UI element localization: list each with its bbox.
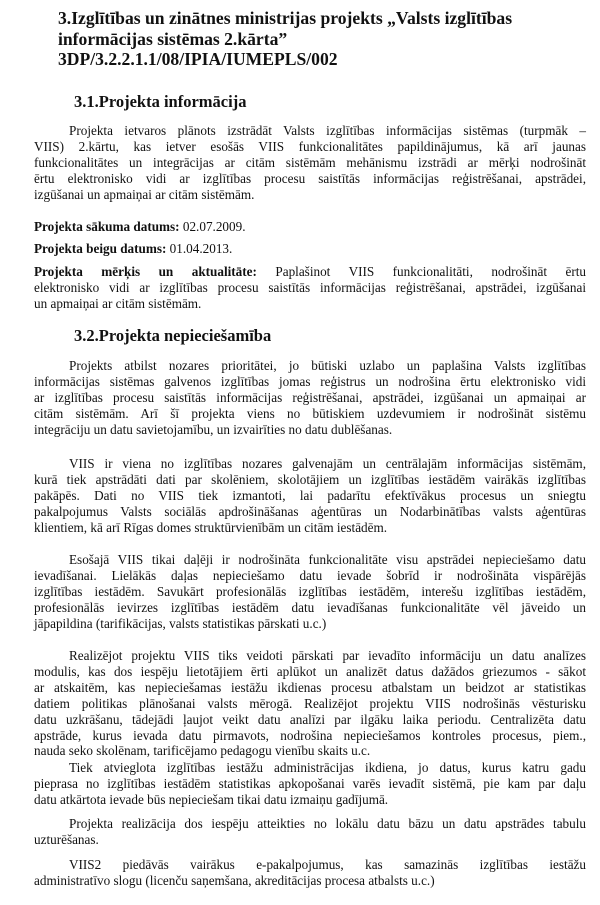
end-date-label: Projekta beigu datums: <box>34 241 167 256</box>
text-line: modulis, kas dos iespēju lietotājiem ērti aplūkot un analizēt datus dažādos griezumos - sākot <box>34 663 586 679</box>
text-line: Projekta ietvaros plānots izstrādāt Valsts izglītības informācijas sistēmas (turpmāk – <box>69 123 586 138</box>
end-date-value: 01.04.2013. <box>166 241 233 256</box>
need-paragraph-5 <box>34 760 586 808</box>
need-paragraph-2 <box>34 456 586 536</box>
text-line: datu atkārtota ievade būs nepieciešam tikai datu izmaiņu gadījumā. <box>34 791 389 807</box>
start-date-label: Projekta sākuma datums: <box>34 219 180 234</box>
need-paragraph-4 <box>34 648 586 759</box>
text-line: jāpapildina (tarifikācijas, valsts statistikas pārskati u.c.) <box>34 615 327 631</box>
text-line: profesionālās ievirzes izglītības iestādēm datu ievadīšanas funkcionalitāte vēl jāveido un <box>34 599 586 615</box>
text-line: citām sistēmām. Arī šī projekta viens no būtiskiem uzdevumiem ir nodrošināt sistēmu <box>34 405 586 421</box>
text-line: ar izglītības procesu saistītās informācijas reģistrēšanai, apstrādei, izgūšanai un apmaiņai ar <box>34 389 586 405</box>
text-line: pieprasa no izglītības iestādēm statistikas apkopošanai varēs ievadīt sistēmā, pie kam par daļu <box>34 775 586 791</box>
document-title <box>58 8 588 70</box>
text-line: ievadīšanai. Lielākās daļas nepieciešamo datu ievade šobrīd ir nodrošināta vispārējās <box>34 567 586 583</box>
text-line: izgūšanai un apmaiņai ar citām sistēmām. <box>34 186 255 202</box>
project-end-date <box>34 241 232 257</box>
text-line: Projekta realizācija dos iespēju atteikties no lokālu datu bāzu un datu apstrādes tabulu <box>69 816 586 831</box>
text-line: kurā tiek apstrādāti dati par skolēniem, skolotājiem un izglītības iestādēm vairākās izglītības <box>34 471 586 487</box>
text-line: uzturēšanas. <box>34 831 99 847</box>
text-line: un apmaiņai ar citām sistēmām. <box>34 295 202 311</box>
section-heading-project-need: 3.2.Projekta nepieciešamība <box>74 326 272 345</box>
text-line <box>34 264 586 280</box>
text-line: pakalpojumus Valsts sociālās apdrošināšanas aģentūras un Nodarbinātības valsts aģentūras <box>34 503 586 519</box>
title-line-2: informācijas sistēmas 2.kārta” <box>58 28 288 49</box>
text-line: datiem politikas plānošanai valsts mērogā. Realizējot projektu VIIS nodrošinās vēsturisku <box>34 695 586 711</box>
need-paragraph-3 <box>34 552 586 632</box>
project-start-date <box>34 219 246 235</box>
need-paragraph-7 <box>34 857 586 889</box>
text-line: Projekts atbilst nozares prioritātei, jo būtiski uzlabo un paplašina Valsts izglītības <box>69 358 586 373</box>
text-line: funkcionalitātes un integrācijas ar citām sistēmām mehānismu izstrādi ar mērķi nodrošināt <box>34 154 586 170</box>
section-heading-project-info: 3.1.Projekta informācija <box>74 92 247 111</box>
need-paragraph-6 <box>34 816 586 848</box>
text-line: datu uzkrāšanu, tādejādi ļaujot veikt datu analīzi par ilgāku laika periodu. Centralizēta datu <box>34 711 586 727</box>
text-line: apstrāde, kurus ievada datu pirmavots, nodrošina nepieciešamos kontroles procesus, piem., <box>34 727 586 743</box>
text-line: Esošajā VIIS tikai daļēji ir nodrošināta funkcionalitāte visu apstrādei nepieciešamo datu <box>69 552 586 567</box>
text-line: administratīvo slogu (licenču saņemšana, akreditācijas procesa atbalsts u.c.) <box>34 872 435 888</box>
need-paragraph-1 <box>34 358 586 438</box>
text-line: VIIS ir viena no izglītības nozares galvenajām un centrālajām informācijas sistēmām, <box>69 456 586 471</box>
text-line: Tiek atvieglota izglītības iestāžu administrācijas ikdiena, jo datus, kurus katru gadu <box>69 760 586 775</box>
goal-text-start: Paplašinot VIIS funkcionalitāti, nodrošināt ērtu <box>256 264 586 279</box>
goal-label: Projekta mērķis un aktualitāte: <box>34 264 257 279</box>
text-line: nauda seko skolēnam, tarificējamo pedagogu vienību skaits u.c. <box>34 743 371 759</box>
start-date-value: 02.07.2009. <box>179 219 246 234</box>
text-line: informācijas sistēmas galvenos izglītības jomas reģistrus un nodrošina ērtu elektronisko vidi <box>34 373 586 389</box>
text-line: elektronisko vidi ar izglītības procesu saistītās informācijas reģistrēšanai, apstrādei, izgūšanai <box>34 279 586 295</box>
text-line: ērtu elektronisko vidi ar izglītības procesu saistītās informācijas reģistrēšanai, apstrādei, <box>34 170 586 186</box>
text-line: izglītības iestādēm. Savukārt profesionālās izglītības iestādēm, interešu izglītības iestādēm, <box>34 583 586 599</box>
text-line: integrāciju un datu savietojamību, un izvairīties no datu dublēšanas. <box>34 421 393 437</box>
project-goal-paragraph <box>34 264 586 312</box>
text-line: VIIS2 piedāvās vairākus e-pakalpojumus, kas samazinās izglītības iestāžu <box>69 857 586 872</box>
project-info-paragraph <box>34 123 586 203</box>
title-line-1: 3.Izglītības un zinātnes ministrijas projekts „Valsts izglītības <box>58 8 513 28</box>
text-line: pakāpēs. Dati no VIIS tiek izmantoti, lai padarītu efektīvākus procesus un sniegtu <box>34 487 586 503</box>
text-line: Realizējot projektu VIIS tiks veidoti pārskati par ievadīto informāciju un datu analīzes <box>69 648 586 663</box>
text-line: klientiem, kā arī Rīgas domes struktūrvienībām un citām iestādēm. <box>34 519 388 535</box>
text-line: VIIS) 2.kārtu, kas ietver esošās VIIS funkcionalitātes papildinājumus, kā arī jaunas <box>34 138 586 154</box>
title-line-3: 3DP/3.2.2.1.1/08/IPIA/IUMEPLS/002 <box>58 49 338 69</box>
text-line: ar atskaitēm, kas nepieciešamas iestāžu ikdienas procesu atbalstam un beidzot ar statistikas <box>34 679 586 695</box>
